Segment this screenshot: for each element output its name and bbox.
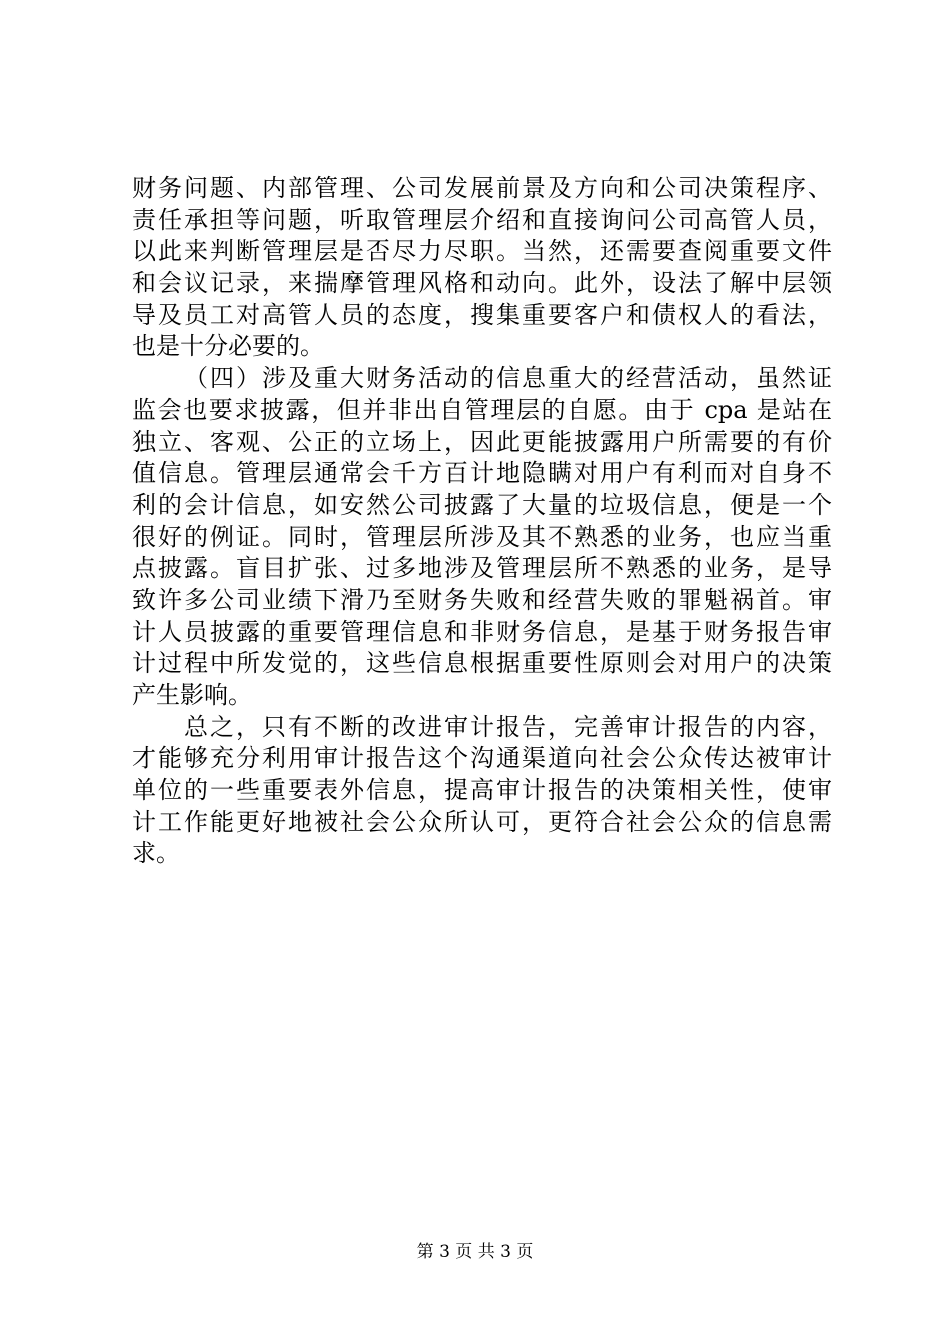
text-line: 值信息。管理层通常会千方百计地隐瞒对用户有利而对自身不 [132, 459, 832, 488]
text-line: 计工作能更好地被社会公众所认可，更符合社会公众的信息需 [132, 807, 832, 836]
text-line: 求。 [132, 839, 180, 868]
text-line: 点披露。盲目扩张、过多地涉及管理层所不熟悉的业务，是导 [132, 554, 832, 583]
paragraph-1 [132, 173, 832, 363]
text-line: 很好的例证。同时，管理层所涉及其不熟悉的业务，也应当重 [132, 522, 832, 551]
text-line: 总之，只有不断的改进审计报告，完善审计报告的内容， [184, 712, 832, 741]
text-line: 以此来判断管理层是否尽力尽职。当然，还需要查阅重要文件 [132, 237, 832, 266]
text-line: （四）涉及重大财务活动的信息重大的经营活动，虽然证 [184, 364, 832, 393]
text-line: 独立、客观、公正的立场上，因此更能披露用户所需要的有价 [132, 427, 832, 456]
text-line: 产生影响。 [132, 681, 252, 709]
page-footer: 第 3 页 共 3 页 [416, 1242, 534, 1262]
text-line: 监会也要求披露，但并非出自管理层的自愿。由于 cpa 是站在 [132, 395, 832, 424]
text-line: 责任承担等问题，听取管理层介绍和直接询问公司高管人员， [132, 205, 832, 234]
text-line: 和会议记录，来揣摩管理风格和动向。此外，设法了解中层领 [132, 269, 832, 298]
text-line: 财务问题、内部管理、公司发展前景及方向和公司决策程序、 [132, 174, 832, 202]
text-line: 导及员工对高管人员的态度，搜集重要客户和债权人的看法， [132, 300, 832, 329]
text-line: 计人员披露的重要管理信息和非财务信息，是基于财务报告审 [132, 617, 832, 646]
document-body [132, 173, 832, 870]
paragraph-2 [132, 363, 832, 712]
text-line: 致许多公司业绩下滑乃至财务失败和经营失败的罪魁祸首。审 [132, 585, 832, 614]
text-line: 才能够充分利用审计报告这个沟通渠道向社会公众传达被审计 [132, 744, 832, 773]
text-line: 也是十分必要的。 [132, 332, 324, 361]
text-line: 计过程中所发觉的，这些信息根据重要性原则会对用户的决策 [132, 649, 832, 678]
paragraph-3 [132, 712, 832, 870]
text-line: 利的会计信息，如安然公司披露了大量的垃圾信息，便是一个 [132, 490, 832, 519]
text-line: 单位的一些重要表外信息，提高审计报告的决策相关性，使审 [132, 776, 832, 805]
